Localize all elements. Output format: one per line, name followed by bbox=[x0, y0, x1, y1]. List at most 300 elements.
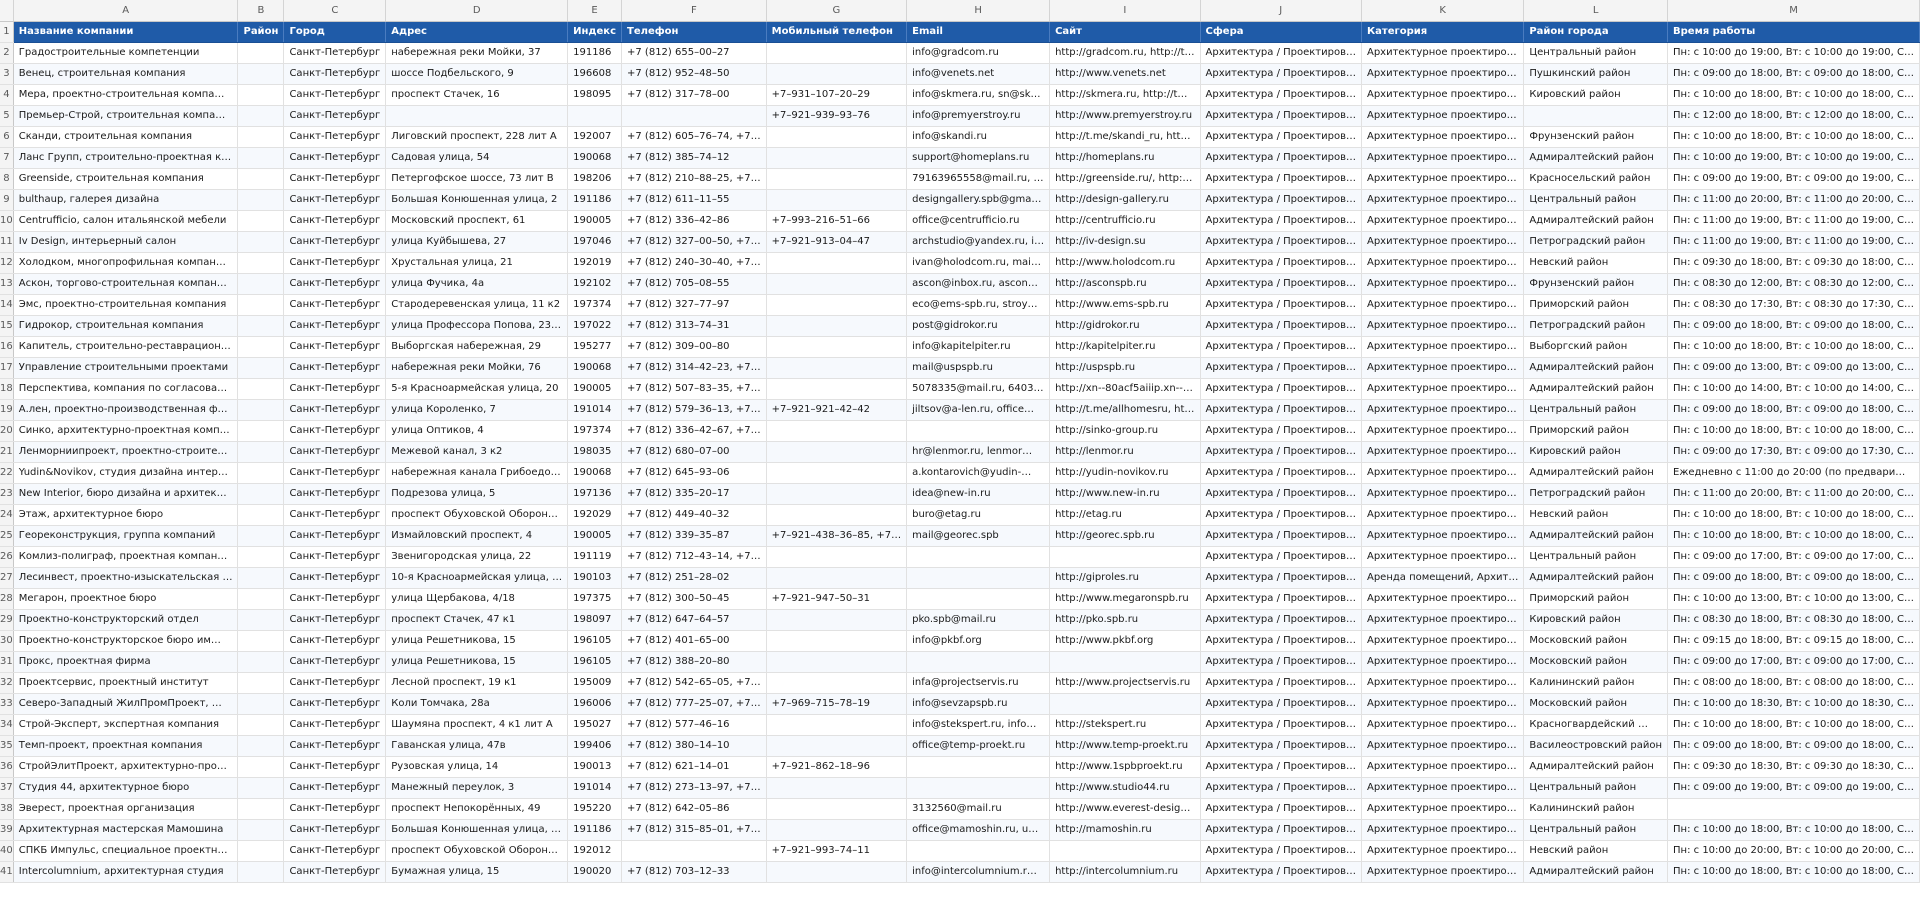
cell-a[interactable]: Ленморниипроект, проектно-строите… bbox=[13, 442, 238, 463]
cell-e[interactable] bbox=[568, 106, 622, 127]
cell-b[interactable] bbox=[238, 442, 284, 463]
cell-g[interactable] bbox=[766, 64, 906, 85]
cell-f[interactable]: +7 (812) 647–64–57 bbox=[622, 610, 767, 631]
cell-h[interactable]: support@homeplans.ru bbox=[907, 148, 1050, 169]
cell-g[interactable]: +7–993–216–51–66 bbox=[766, 211, 906, 232]
cell-m[interactable]: Пн: с 09:00 до 19:00, Вт: с 09:00 до 19:00, С… bbox=[1668, 778, 1920, 799]
cell-f[interactable]: +7 (812) 579–36–13, +7… bbox=[622, 400, 767, 421]
cell-b[interactable] bbox=[238, 652, 284, 673]
row-number[interactable]: 23 bbox=[0, 484, 13, 505]
header-cell[interactable]: Категория bbox=[1361, 22, 1523, 43]
cell-l[interactable]: Адмиралтейский район bbox=[1524, 463, 1668, 484]
cell-b[interactable] bbox=[238, 631, 284, 652]
cell-f[interactable]: +7 (812) 300–50–45 bbox=[622, 589, 767, 610]
cell-l[interactable]: Выборгский район bbox=[1524, 337, 1668, 358]
cell-g[interactable]: +7–921–939–93–76 bbox=[766, 106, 906, 127]
cell-i[interactable]: http://www.projectservis.ru bbox=[1050, 673, 1200, 694]
cell-g[interactable] bbox=[766, 505, 906, 526]
cell-b[interactable] bbox=[238, 526, 284, 547]
cell-j[interactable]: Архитектура / Проектиров… bbox=[1200, 820, 1361, 841]
cell-k[interactable]: Аренда помещений, Архит… bbox=[1361, 568, 1523, 589]
cell-f[interactable]: +7 (812) 952–48–50 bbox=[622, 64, 767, 85]
cell-b[interactable] bbox=[238, 85, 284, 106]
cell-l[interactable]: Кировский район bbox=[1524, 610, 1668, 631]
row-number[interactable]: 3 bbox=[0, 64, 13, 85]
column-header-g[interactable]: G bbox=[766, 0, 906, 22]
cell-l[interactable]: Невский район bbox=[1524, 841, 1668, 862]
row-number[interactable]: 36 bbox=[0, 757, 13, 778]
cell-a[interactable]: Сканди, строительная компания bbox=[13, 127, 238, 148]
cell-j[interactable]: Архитектура / Проектиров… bbox=[1200, 652, 1361, 673]
cell-m[interactable]: Пн: с 10:00 до 18:00, Вт: с 10:00 до 18:00, С… bbox=[1668, 526, 1920, 547]
cell-i[interactable]: http://gradcom.ru, http://t… bbox=[1050, 43, 1200, 64]
row-number[interactable]: 16 bbox=[0, 337, 13, 358]
row-number[interactable]: 20 bbox=[0, 421, 13, 442]
cell-m[interactable] bbox=[1668, 799, 1920, 820]
cell-i[interactable]: http://stekspert.ru bbox=[1050, 715, 1200, 736]
cell-k[interactable]: Архитектурное проектиро… bbox=[1361, 694, 1523, 715]
cell-e[interactable]: 190068 bbox=[568, 148, 622, 169]
cell-l[interactable] bbox=[1524, 106, 1668, 127]
cell-j[interactable]: Архитектура / Проектиров… bbox=[1200, 85, 1361, 106]
cell-k[interactable]: Архитектурное проектиро… bbox=[1361, 274, 1523, 295]
cell-h[interactable]: info@venets.net bbox=[907, 64, 1050, 85]
cell-b[interactable] bbox=[238, 841, 284, 862]
cell-h[interactable]: info@gradcom.ru bbox=[907, 43, 1050, 64]
cell-c[interactable]: Санкт-Петербург bbox=[284, 64, 386, 85]
cell-f[interactable]: +7 (812) 317–78–00 bbox=[622, 85, 767, 106]
header-cell[interactable]: Город bbox=[284, 22, 386, 43]
cell-h[interactable]: info@intercolumnium.r… bbox=[907, 862, 1050, 883]
cell-c[interactable]: Санкт-Петербург bbox=[284, 106, 386, 127]
cell-g[interactable] bbox=[766, 778, 906, 799]
cell-j[interactable]: Архитектура / Проектиров… bbox=[1200, 505, 1361, 526]
cell-e[interactable]: 195027 bbox=[568, 715, 622, 736]
cell-a[interactable]: СПКБ Импульс, специальное проектн… bbox=[13, 841, 238, 862]
cell-g[interactable] bbox=[766, 253, 906, 274]
cell-m[interactable]: Пн: с 10:00 до 18:00, Вт: с 10:00 до 18:00, С… bbox=[1668, 862, 1920, 883]
cell-l[interactable]: Калининский район bbox=[1524, 673, 1668, 694]
cell-h[interactable]: mail@georec.spb bbox=[907, 526, 1050, 547]
cell-a[interactable]: Синко, архитектурно-проектная комп… bbox=[13, 421, 238, 442]
cell-j[interactable]: Архитектура / Проектиров… bbox=[1200, 274, 1361, 295]
header-cell[interactable]: Телефон bbox=[622, 22, 767, 43]
cell-e[interactable]: 199406 bbox=[568, 736, 622, 757]
cell-d[interactable]: проспект Обуховской Оборон… bbox=[386, 841, 568, 862]
cell-h[interactable]: jiltsov@a-len.ru, office… bbox=[907, 400, 1050, 421]
cell-k[interactable]: Архитектурное проектиро… bbox=[1361, 463, 1523, 484]
cell-f[interactable]: +7 (812) 645–93–06 bbox=[622, 463, 767, 484]
cell-l[interactable]: Калининский район bbox=[1524, 799, 1668, 820]
cell-i[interactable]: http://kapitelpiter.ru bbox=[1050, 337, 1200, 358]
cell-k[interactable]: Архитектурное проектиро… bbox=[1361, 757, 1523, 778]
cell-m[interactable]: Пн: с 09:00 до 19:00, Вт: с 09:00 до 19:00, С… bbox=[1668, 169, 1920, 190]
cell-i[interactable]: http://sinko-group.ru bbox=[1050, 421, 1200, 442]
cell-b[interactable] bbox=[238, 295, 284, 316]
cell-e[interactable]: 197374 bbox=[568, 295, 622, 316]
column-header-f[interactable]: F bbox=[622, 0, 767, 22]
cell-i[interactable]: http://www.venets.net bbox=[1050, 64, 1200, 85]
cell-a[interactable]: Проектно-конструкторский отдел bbox=[13, 610, 238, 631]
cell-c[interactable]: Санкт-Петербург bbox=[284, 148, 386, 169]
cell-c[interactable]: Санкт-Петербург bbox=[284, 631, 386, 652]
row-number[interactable]: 17 bbox=[0, 358, 13, 379]
cell-c[interactable]: Санкт-Петербург bbox=[284, 127, 386, 148]
row-number[interactable]: 19 bbox=[0, 400, 13, 421]
cell-h[interactable]: info@skandi.ru bbox=[907, 127, 1050, 148]
cell-h[interactable] bbox=[907, 841, 1050, 862]
cell-g[interactable] bbox=[766, 127, 906, 148]
cell-c[interactable]: Санкт-Петербург bbox=[284, 421, 386, 442]
cell-k[interactable]: Архитектурное проектиро… bbox=[1361, 232, 1523, 253]
cell-k[interactable]: Архитектурное проектиро… bbox=[1361, 127, 1523, 148]
cell-e[interactable]: 191186 bbox=[568, 43, 622, 64]
cell-k[interactable]: Архитектурное проектиро… bbox=[1361, 64, 1523, 85]
cell-l[interactable]: Московский район bbox=[1524, 652, 1668, 673]
cell-k[interactable]: Архитектурное проектиро… bbox=[1361, 400, 1523, 421]
cell-k[interactable]: Архитектурное проектиро… bbox=[1361, 85, 1523, 106]
cell-l[interactable]: Петроградский район bbox=[1524, 484, 1668, 505]
cell-k[interactable]: Архитектурное проектиро… bbox=[1361, 211, 1523, 232]
cell-m[interactable]: Пн: с 09:00 до 17:00, Вт: с 09:00 до 17:00, С… bbox=[1668, 547, 1920, 568]
cell-h[interactable] bbox=[907, 778, 1050, 799]
column-header-h[interactable]: H bbox=[907, 0, 1050, 22]
cell-l[interactable]: Кировский район bbox=[1524, 442, 1668, 463]
cell-g[interactable] bbox=[766, 799, 906, 820]
cell-i[interactable]: http://giproles.ru bbox=[1050, 568, 1200, 589]
select-all-corner[interactable] bbox=[0, 0, 13, 22]
row-number[interactable]: 9 bbox=[0, 190, 13, 211]
cell-f[interactable]: +7 (812) 542–65–05, +7… bbox=[622, 673, 767, 694]
cell-l[interactable]: Адмиралтейский район bbox=[1524, 379, 1668, 400]
cell-a[interactable]: Yudin&Novikov, студия дизайна интер… bbox=[13, 463, 238, 484]
cell-a[interactable]: Комлиз-полиграф, проектная компан… bbox=[13, 547, 238, 568]
cell-c[interactable]: Санкт-Петербург bbox=[284, 568, 386, 589]
cell-i[interactable]: http://www.everest-desig… bbox=[1050, 799, 1200, 820]
cell-j[interactable]: Архитектура / Проектиров… bbox=[1200, 43, 1361, 64]
cell-m[interactable]: Пн: с 09:00 до 18:00, Вт: с 09:00 до 18:00, С… bbox=[1668, 316, 1920, 337]
cell-i[interactable]: http://www.studio44.ru bbox=[1050, 778, 1200, 799]
cell-a[interactable]: Студия 44, архитектурное бюро bbox=[13, 778, 238, 799]
cell-j[interactable]: Архитектура / Проектиров… bbox=[1200, 673, 1361, 694]
cell-j[interactable]: Архитектура / Проектиров… bbox=[1200, 631, 1361, 652]
cell-f[interactable]: +7 (812) 605–76–74, +7… bbox=[622, 127, 767, 148]
cell-a[interactable]: А.лен, проектно-производственная ф… bbox=[13, 400, 238, 421]
cell-g[interactable] bbox=[766, 379, 906, 400]
cell-i[interactable] bbox=[1050, 694, 1200, 715]
cell-d[interactable]: Хрустальная улица, 21 bbox=[386, 253, 568, 274]
cell-e[interactable]: 197136 bbox=[568, 484, 622, 505]
cell-c[interactable]: Санкт-Петербург bbox=[284, 379, 386, 400]
cell-l[interactable]: Адмиралтейский район bbox=[1524, 211, 1668, 232]
row-number[interactable]: 26 bbox=[0, 547, 13, 568]
row-number[interactable]: 13 bbox=[0, 274, 13, 295]
cell-m[interactable]: Пн: с 11:00 до 19:00, Вт: с 11:00 до 19:00, С… bbox=[1668, 211, 1920, 232]
cell-g[interactable] bbox=[766, 820, 906, 841]
cell-k[interactable]: Архитектурное проектиро… bbox=[1361, 316, 1523, 337]
cell-h[interactable]: eco@ems-spb.ru, stroy… bbox=[907, 295, 1050, 316]
row-number[interactable]: 34 bbox=[0, 715, 13, 736]
cell-g[interactable] bbox=[766, 568, 906, 589]
cell-b[interactable] bbox=[238, 106, 284, 127]
cell-h[interactable]: info@sevzapspb.ru bbox=[907, 694, 1050, 715]
cell-d[interactable]: проспект Непокорённых, 49 bbox=[386, 799, 568, 820]
cell-m[interactable]: Пн: с 10:00 до 18:00, Вт: с 10:00 до 18:00, С… bbox=[1668, 505, 1920, 526]
cell-g[interactable] bbox=[766, 169, 906, 190]
cell-f[interactable]: +7 (812) 339–35–87 bbox=[622, 526, 767, 547]
row-number[interactable]: 7 bbox=[0, 148, 13, 169]
cell-c[interactable]: Санкт-Петербург bbox=[284, 526, 386, 547]
cell-l[interactable]: Адмиралтейский район bbox=[1524, 148, 1668, 169]
cell-d[interactable]: Шаумяна проспект, 4 к1 лит А bbox=[386, 715, 568, 736]
cell-b[interactable] bbox=[238, 421, 284, 442]
cell-g[interactable]: +7–921–438–36–85, +7… bbox=[766, 526, 906, 547]
cell-j[interactable]: Архитектура / Проектиров… bbox=[1200, 169, 1361, 190]
cell-j[interactable]: Архитектура / Проектиров… bbox=[1200, 232, 1361, 253]
cell-d[interactable]: проспект Стачек, 16 bbox=[386, 85, 568, 106]
cell-c[interactable]: Санкт-Петербург bbox=[284, 442, 386, 463]
cell-d[interactable]: улица Фучика, 4а bbox=[386, 274, 568, 295]
column-header-a[interactable]: A bbox=[13, 0, 238, 22]
cell-i[interactable]: http://www.pkbf.org bbox=[1050, 631, 1200, 652]
row-number[interactable]: 24 bbox=[0, 505, 13, 526]
cell-b[interactable] bbox=[238, 694, 284, 715]
cell-b[interactable] bbox=[238, 673, 284, 694]
cell-f[interactable]: +7 (812) 336–42–67, +7… bbox=[622, 421, 767, 442]
cell-l[interactable]: Адмиралтейский район bbox=[1524, 358, 1668, 379]
cell-m[interactable]: Пн: с 09:00 до 13:00, Вт: с 09:00 до 13:00, С… bbox=[1668, 358, 1920, 379]
cell-m[interactable]: Пн: с 10:00 до 14:00, Вт: с 10:00 до 14:00, С… bbox=[1668, 379, 1920, 400]
cell-k[interactable]: Архитектурное проектиро… bbox=[1361, 715, 1523, 736]
cell-m[interactable]: Пн: с 08:30 до 17:30, Вт: с 08:30 до 17:30, С… bbox=[1668, 295, 1920, 316]
cell-c[interactable]: Санкт-Петербург bbox=[284, 610, 386, 631]
cell-m[interactable]: Ежедневно с 11:00 до 20:00 (по предвари… bbox=[1668, 463, 1920, 484]
header-cell[interactable]: Email bbox=[907, 22, 1050, 43]
cell-m[interactable]: Пн: с 10:00 до 18:30, Вт: с 10:00 до 18:30, С… bbox=[1668, 694, 1920, 715]
cell-g[interactable] bbox=[766, 190, 906, 211]
row-number[interactable]: 11 bbox=[0, 232, 13, 253]
cell-b[interactable] bbox=[238, 799, 284, 820]
cell-j[interactable]: Архитектура / Проектиров… bbox=[1200, 253, 1361, 274]
cell-e[interactable]: 197046 bbox=[568, 232, 622, 253]
cell-e[interactable]: 190068 bbox=[568, 463, 622, 484]
cell-d[interactable]: улица Решетникова, 15 bbox=[386, 631, 568, 652]
cell-f[interactable] bbox=[622, 106, 767, 127]
header-cell[interactable]: Индекс bbox=[568, 22, 622, 43]
row-number[interactable]: 32 bbox=[0, 673, 13, 694]
cell-d[interactable]: Межевой канал, 3 к2 bbox=[386, 442, 568, 463]
cell-k[interactable]: Архитектурное проектиро… bbox=[1361, 379, 1523, 400]
cell-f[interactable]: +7 (812) 712–43–14, +7… bbox=[622, 547, 767, 568]
cell-d[interactable]: улица Профессора Попова, 23… bbox=[386, 316, 568, 337]
cell-b[interactable] bbox=[238, 484, 284, 505]
cell-g[interactable]: +7–921–947–50–31 bbox=[766, 589, 906, 610]
cell-g[interactable] bbox=[766, 316, 906, 337]
cell-b[interactable] bbox=[238, 589, 284, 610]
cell-i[interactable]: http://iv-design.su bbox=[1050, 232, 1200, 253]
cell-b[interactable] bbox=[238, 610, 284, 631]
cell-a[interactable]: Ланс Групп, строительно-проектная к… bbox=[13, 148, 238, 169]
cell-j[interactable]: Архитектура / Проектиров… bbox=[1200, 778, 1361, 799]
cell-g[interactable] bbox=[766, 43, 906, 64]
cell-j[interactable]: Архитектура / Проектиров… bbox=[1200, 862, 1361, 883]
cell-g[interactable] bbox=[766, 484, 906, 505]
cell-c[interactable]: Санкт-Петербург bbox=[284, 820, 386, 841]
cell-g[interactable] bbox=[766, 673, 906, 694]
cell-c[interactable]: Санкт-Петербург bbox=[284, 190, 386, 211]
cell-e[interactable]: 191014 bbox=[568, 400, 622, 421]
cell-d[interactable]: улица Решетникова, 15 bbox=[386, 652, 568, 673]
header-cell[interactable]: Сайт bbox=[1050, 22, 1200, 43]
cell-j[interactable]: Архитектура / Проектиров… bbox=[1200, 694, 1361, 715]
cell-a[interactable]: Centrufficio, салон итальянской мебели bbox=[13, 211, 238, 232]
row-number[interactable]: 25 bbox=[0, 526, 13, 547]
cell-a[interactable]: Эверест, проектная организация bbox=[13, 799, 238, 820]
row-number[interactable]: 10 bbox=[0, 211, 13, 232]
cell-d[interactable]: Большая Конюшенная улица, … bbox=[386, 820, 568, 841]
cell-g[interactable] bbox=[766, 463, 906, 484]
header-cell[interactable]: Сфера bbox=[1200, 22, 1361, 43]
cell-g[interactable]: +7–931–107–20–29 bbox=[766, 85, 906, 106]
cell-j[interactable]: Архитектура / Проектиров… bbox=[1200, 190, 1361, 211]
column-header-i[interactable]: I bbox=[1050, 0, 1200, 22]
cell-h[interactable]: info@skmera.ru, sn@sk… bbox=[907, 85, 1050, 106]
cell-i[interactable]: http://homeplans.ru bbox=[1050, 148, 1200, 169]
cell-j[interactable]: Архитектура / Проектиров… bbox=[1200, 316, 1361, 337]
cell-e[interactable]: 191119 bbox=[568, 547, 622, 568]
cell-l[interactable]: Красносельский район bbox=[1524, 169, 1668, 190]
cell-f[interactable]: +7 (812) 621–14–01 bbox=[622, 757, 767, 778]
cell-i[interactable]: http://design-gallery.ru bbox=[1050, 190, 1200, 211]
cell-h[interactable] bbox=[907, 652, 1050, 673]
cell-i[interactable]: http://yudin-novikov.ru bbox=[1050, 463, 1200, 484]
cell-b[interactable] bbox=[238, 64, 284, 85]
cell-f[interactable]: +7 (812) 449–40–32 bbox=[622, 505, 767, 526]
cell-b[interactable] bbox=[238, 169, 284, 190]
cell-h[interactable]: info@pkbf.org bbox=[907, 631, 1050, 652]
cell-d[interactable]: проспект Обуховской Оборон… bbox=[386, 505, 568, 526]
cell-i[interactable] bbox=[1050, 652, 1200, 673]
cell-f[interactable]: +7 (812) 655–00–27 bbox=[622, 43, 767, 64]
cell-k[interactable]: Архитектурное проектиро… bbox=[1361, 526, 1523, 547]
row-number[interactable]: 2 bbox=[0, 43, 13, 64]
row-number[interactable]: 35 bbox=[0, 736, 13, 757]
cell-l[interactable]: Центральный район bbox=[1524, 43, 1668, 64]
cell-e[interactable]: 190013 bbox=[568, 757, 622, 778]
row-number[interactable]: 4 bbox=[0, 85, 13, 106]
cell-i[interactable]: http://intercolumnium.ru bbox=[1050, 862, 1200, 883]
cell-f[interactable]: +7 (812) 401–65–00 bbox=[622, 631, 767, 652]
cell-f[interactable]: +7 (812) 336–42–86 bbox=[622, 211, 767, 232]
cell-e[interactable]: 196006 bbox=[568, 694, 622, 715]
cell-i[interactable]: http://mamoshin.ru bbox=[1050, 820, 1200, 841]
cell-a[interactable]: Строй-Эксперт, экспертная компания bbox=[13, 715, 238, 736]
cell-j[interactable]: Архитектура / Проектиров… bbox=[1200, 400, 1361, 421]
cell-c[interactable]: Санкт-Петербург bbox=[284, 547, 386, 568]
cell-c[interactable]: Санкт-Петербург bbox=[284, 862, 386, 883]
cell-f[interactable]: +7 (812) 380–14–10 bbox=[622, 736, 767, 757]
column-header-k[interactable]: K bbox=[1361, 0, 1523, 22]
cell-b[interactable] bbox=[238, 505, 284, 526]
cell-k[interactable]: Архитектурное проектиро… bbox=[1361, 43, 1523, 64]
cell-a[interactable]: bulthaup, галерея дизайна bbox=[13, 190, 238, 211]
cell-d[interactable]: улица Щербакова, 4/18 bbox=[386, 589, 568, 610]
cell-h[interactable]: 5078335@mail.ru, 6403… bbox=[907, 379, 1050, 400]
cell-d[interactable]: 5-я Красноармейская улица, 20 bbox=[386, 379, 568, 400]
cell-k[interactable]: Архитектурное проектиро… bbox=[1361, 799, 1523, 820]
cell-f[interactable]: +7 (812) 507–83–35, +7… bbox=[622, 379, 767, 400]
cell-l[interactable]: Василеостровский район bbox=[1524, 736, 1668, 757]
cell-e[interactable]: 195277 bbox=[568, 337, 622, 358]
cell-d[interactable]: Выборгская набережная, 29 bbox=[386, 337, 568, 358]
cell-i[interactable]: http://etag.ru bbox=[1050, 505, 1200, 526]
cell-e[interactable]: 191014 bbox=[568, 778, 622, 799]
cell-i[interactable]: http://www.new-in.ru bbox=[1050, 484, 1200, 505]
cell-f[interactable]: +7 (812) 313–74–31 bbox=[622, 316, 767, 337]
cell-h[interactable]: 3132560@mail.ru bbox=[907, 799, 1050, 820]
cell-i[interactable]: http://www.1spbproekt.ru bbox=[1050, 757, 1200, 778]
cell-f[interactable]: +7 (812) 240–30–40, +7… bbox=[622, 253, 767, 274]
cell-i[interactable]: http://skmera.ru, http://t… bbox=[1050, 85, 1200, 106]
row-number[interactable]: 31 bbox=[0, 652, 13, 673]
cell-m[interactable]: Пн: с 08:30 до 12:00, Вт: с 08:30 до 12:00, С… bbox=[1668, 274, 1920, 295]
cell-e[interactable]: 196105 bbox=[568, 652, 622, 673]
header-cell[interactable]: Название компании bbox=[13, 22, 238, 43]
cell-k[interactable]: Архитектурное проектиро… bbox=[1361, 421, 1523, 442]
cell-m[interactable]: Пн: с 10:00 до 18:00, Вт: с 10:00 до 18:00, С… bbox=[1668, 127, 1920, 148]
cell-k[interactable]: Архитектурное проектиро… bbox=[1361, 862, 1523, 883]
column-header-d[interactable]: D bbox=[386, 0, 568, 22]
column-header-m[interactable]: M bbox=[1668, 0, 1920, 22]
cell-a[interactable]: Лесинвест, проектно-изыскательская … bbox=[13, 568, 238, 589]
cell-e[interactable]: 190068 bbox=[568, 358, 622, 379]
cell-a[interactable]: New Interior, бюро дизайна и архитек… bbox=[13, 484, 238, 505]
cell-a[interactable]: Мера, проектно-строительная компа… bbox=[13, 85, 238, 106]
cell-d[interactable]: Бумажная улица, 15 bbox=[386, 862, 568, 883]
row-number[interactable]: 22 bbox=[0, 463, 13, 484]
cell-a[interactable]: Аскон, торгово-строительная компан… bbox=[13, 274, 238, 295]
cell-m[interactable]: Пн: с 08:30 до 18:00, Вт: с 08:30 до 18:00, С… bbox=[1668, 610, 1920, 631]
cell-b[interactable] bbox=[238, 43, 284, 64]
cell-m[interactable]: Пн: с 10:00 до 19:00, Вт: с 10:00 до 19:00, С… bbox=[1668, 148, 1920, 169]
cell-g[interactable] bbox=[766, 862, 906, 883]
cell-l[interactable]: Центральный район bbox=[1524, 820, 1668, 841]
cell-i[interactable]: http://www.holodcom.ru bbox=[1050, 253, 1200, 274]
cell-h[interactable]: a.kontarovich@yudin-… bbox=[907, 463, 1050, 484]
cell-h[interactable]: designgallery.spb@gma… bbox=[907, 190, 1050, 211]
cell-h[interactable]: infa@projectservis.ru bbox=[907, 673, 1050, 694]
cell-a[interactable]: Intercolumnium, архитектурная студия bbox=[13, 862, 238, 883]
cell-k[interactable]: Архитектурное проектиро… bbox=[1361, 295, 1523, 316]
cell-d[interactable]: Большая Конюшенная улица, 2 bbox=[386, 190, 568, 211]
cell-m[interactable]: Пн: с 10:00 до 18:00, Вт: с 10:00 до 18:00, С… bbox=[1668, 715, 1920, 736]
cell-h[interactable]: idea@new-in.ru bbox=[907, 484, 1050, 505]
cell-j[interactable]: Архитектура / Проектиров… bbox=[1200, 547, 1361, 568]
cell-f[interactable]: +7 (812) 314–42–23, +7… bbox=[622, 358, 767, 379]
cell-h[interactable] bbox=[907, 568, 1050, 589]
cell-d[interactable]: Манежный переулок, 3 bbox=[386, 778, 568, 799]
cell-c[interactable]: Санкт-Петербург bbox=[284, 337, 386, 358]
cell-g[interactable]: +7–921–993–74–11 bbox=[766, 841, 906, 862]
cell-g[interactable] bbox=[766, 337, 906, 358]
cell-b[interactable] bbox=[238, 127, 284, 148]
cell-e[interactable]: 196105 bbox=[568, 631, 622, 652]
cell-a[interactable]: Северо-Западный ЖилПромПроект, … bbox=[13, 694, 238, 715]
cell-c[interactable]: Санкт-Петербург bbox=[284, 694, 386, 715]
cell-k[interactable]: Архитектурное проектиро… bbox=[1361, 253, 1523, 274]
cell-e[interactable]: 190103 bbox=[568, 568, 622, 589]
header-cell[interactable]: Район города bbox=[1524, 22, 1668, 43]
